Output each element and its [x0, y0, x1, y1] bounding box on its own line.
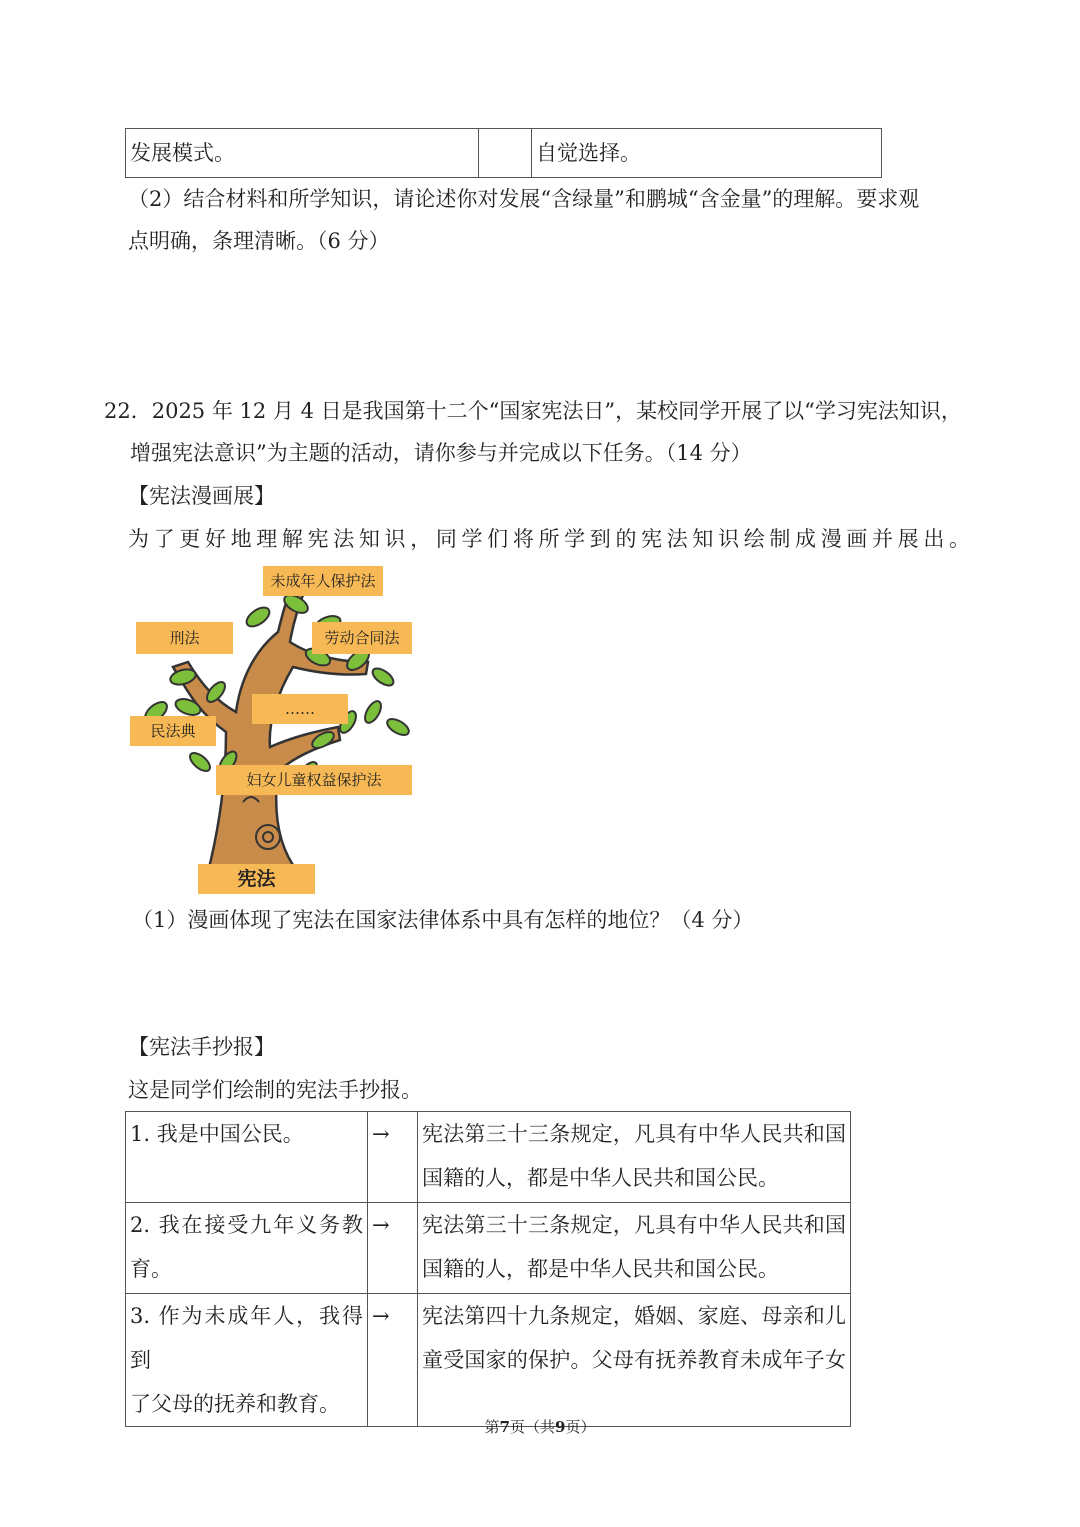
table-row: [126, 1203, 851, 1294]
q22-line2: 增强宪法意识”为主题的活动，请你参与并完成以下任务。（14 分）: [130, 441, 752, 465]
top-table-gap: [479, 129, 532, 178]
handcopy-intro: 这是同学们绘制的宪法手抄报。: [128, 1078, 422, 1102]
q21-part2-line1: （2）结合材料和所学知识，请论述你对发展“含绿量”和鹏城“含金量”的理解。要求观: [128, 187, 920, 211]
tag-constitution: 宪法: [198, 864, 315, 894]
page-number: 7: [499, 1418, 510, 1436]
row2-arrow: →: [368, 1203, 418, 1294]
row1-right: 宪法第三十三条规定，凡具有中华人民共和国 国籍的人，都是中华人民共和国公民。: [418, 1112, 851, 1203]
tag-women-children-law: 妇女儿童权益保护法: [216, 765, 412, 795]
row1-arrow: →: [368, 1112, 418, 1203]
table-row: [126, 1112, 851, 1203]
row3-left: 3. 作为未成年人，我得到 了父母的抚养和教育。: [126, 1294, 368, 1427]
section-handcopy-title: 【宪法手抄报】: [128, 1035, 275, 1059]
tag-criminal-law: 刑法: [136, 622, 233, 654]
row3-right: 宪法第四十九条规定，婚姻、家庭、母亲和儿 童受国家的保护。父母有抚养教育未成年子女: [418, 1294, 851, 1427]
q22-line1: 22．2025 年 12 月 4 日是我国第十二个“国家宪法日”，某校同学开展了以“学习宪法知识，: [104, 399, 962, 423]
tag-civil-code: 民法典: [130, 716, 216, 746]
top-table: [125, 128, 882, 178]
page-footer: 第7页（共9页）: [484, 1418, 596, 1436]
row1-left: 1. 我是中国公民。: [126, 1112, 368, 1203]
section-comic-title: 【宪法漫画展】: [128, 484, 275, 508]
row2-left: 2. 我在接受九年义务教 育。: [126, 1203, 368, 1294]
top-table-left: 发展模式。: [126, 129, 479, 178]
row3-arrow: →: [368, 1294, 418, 1427]
q21-part2-line2: 点明确，条理清晰。（6 分）: [128, 229, 390, 253]
tag-ellipsis: ……: [252, 694, 348, 724]
row2-right: 宪法第三十三条规定，凡具有中华人民共和国 国籍的人，都是中华人民共和国公民。: [418, 1203, 851, 1294]
table-row: [126, 1294, 851, 1427]
handcopy-table: [125, 1111, 851, 1427]
tag-labor-contract-law: 劳动合同法: [312, 622, 412, 654]
law-tree-illustration: [128, 562, 418, 897]
comic-question-1: （1）漫画体现了宪法在国家法律体系中具有怎样的地位？（4 分）: [132, 908, 754, 932]
page-total: 9: [555, 1418, 566, 1436]
tag-minor-protection-law: 未成年人保护法: [263, 566, 383, 596]
top-table-right: 自觉选择。: [532, 129, 882, 178]
comic-intro: 为了更好地理解宪法知识，同学们将所学到的宪法知识绘制成漫画并展出。: [128, 527, 970, 551]
